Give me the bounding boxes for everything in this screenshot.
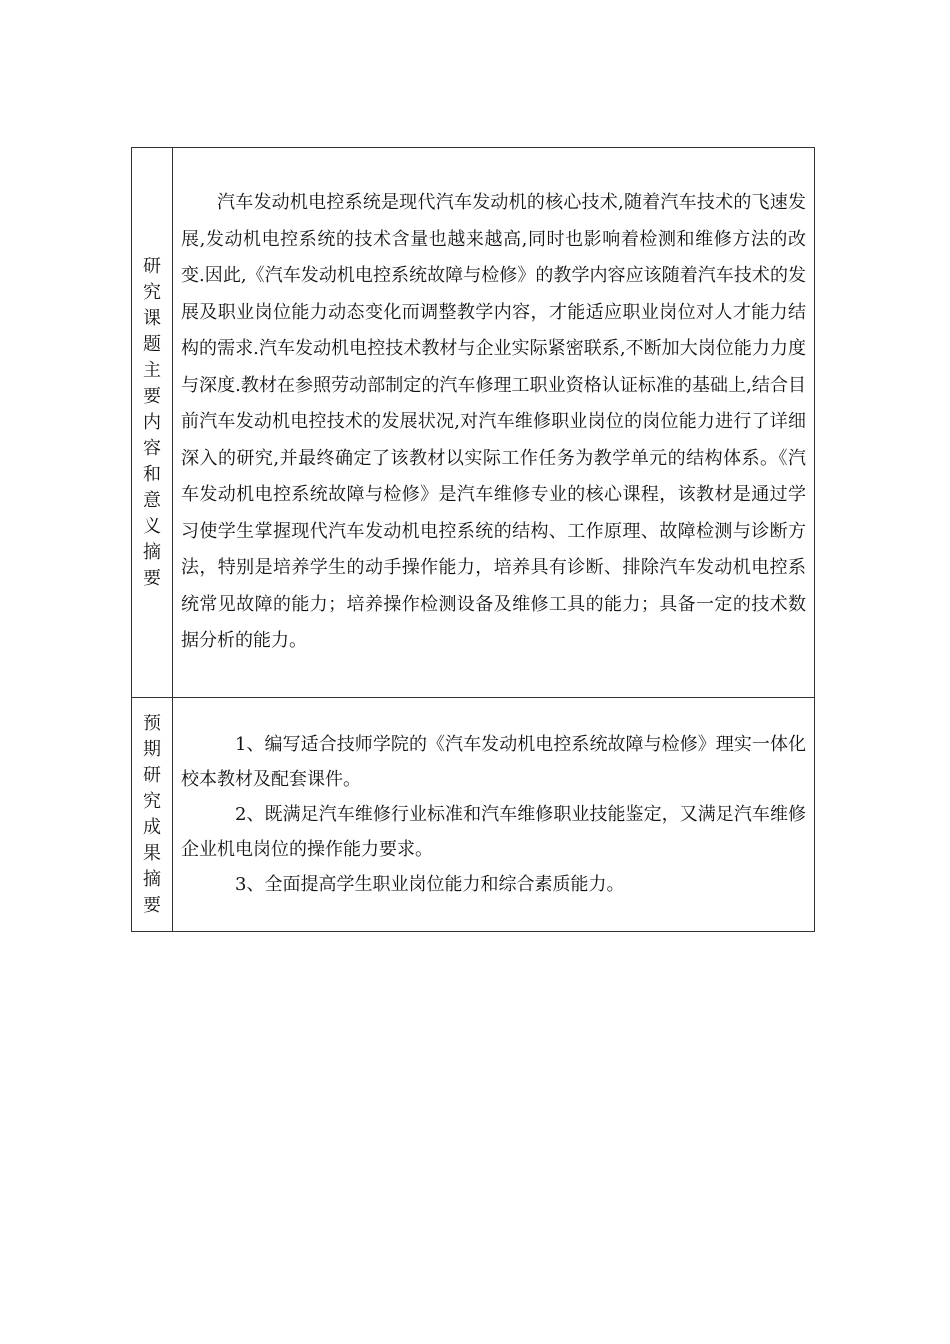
research-content-text: 汽车发动机电控系统是现代汽车发动机的核心技术,随着汽车技术的飞速发展,发动机电控系统的技术含量也越来越高,同时也影响着检测和维修方法的改变.因此,《汽车发动机电控系统故障与检修》的教学内容应该随着汽车技术的发展及职业岗位能力动态变化而调整教学内容，才能适应职业岗位对人才能力结构的需求.汽车发动机电控技术教材与企业实际紧密联系,不断加大岗位能力力度与深度.教材在参照劳动部制定的汽车修理工职业资格认证标准的基础上,结合目前汽车发动机电控技术的发展状况,对汽车维修职业岗位的岗位能力进行了详细深入的研究,并最终确定了该教材以实际工作任务为教学单元的结构体系。《汽车发动机电控系统故障与检修》是汽车维修专业的核心课程，该教材是通过学习使学生掌握现代汽车发动机电控系统的结构、工作原理、故障检测与诊断方法，特别是培养学生的动手操作能力，培养具有诊断、排除汽车发动机电控系统常见故障的能力；培养操作检测设备及维修工具的能力；具备一定的技术数据分析的能力。	[181, 192, 806, 652]
row-label-cell	[132, 698, 173, 932]
row-label-cell	[132, 148, 173, 698]
result-item-3: 3、全面提高学生职业岗位能力和综合素质能力。	[235, 874, 625, 895]
form-table	[131, 147, 815, 932]
expected-results-label: 预期研究成果摘要	[143, 712, 161, 916]
research-content-label: 研究课题主要内容和意义摘要	[143, 255, 161, 589]
result-item-2: 2、既满足汽车维修行业标准和汽车维修职业技能鉴定，又满足汽车维修企业机电岗位的操作能力要求。	[181, 804, 806, 860]
table-row-expected-results	[132, 698, 815, 932]
table-row-research-content	[132, 148, 815, 698]
result-item-1: 1、编写适合技师学院的《汽车发动机电控系统故障与检修》理实一体化校本教材及配套课件。	[181, 734, 806, 790]
research-content-cell	[173, 148, 815, 698]
expected-results-cell	[173, 698, 815, 932]
